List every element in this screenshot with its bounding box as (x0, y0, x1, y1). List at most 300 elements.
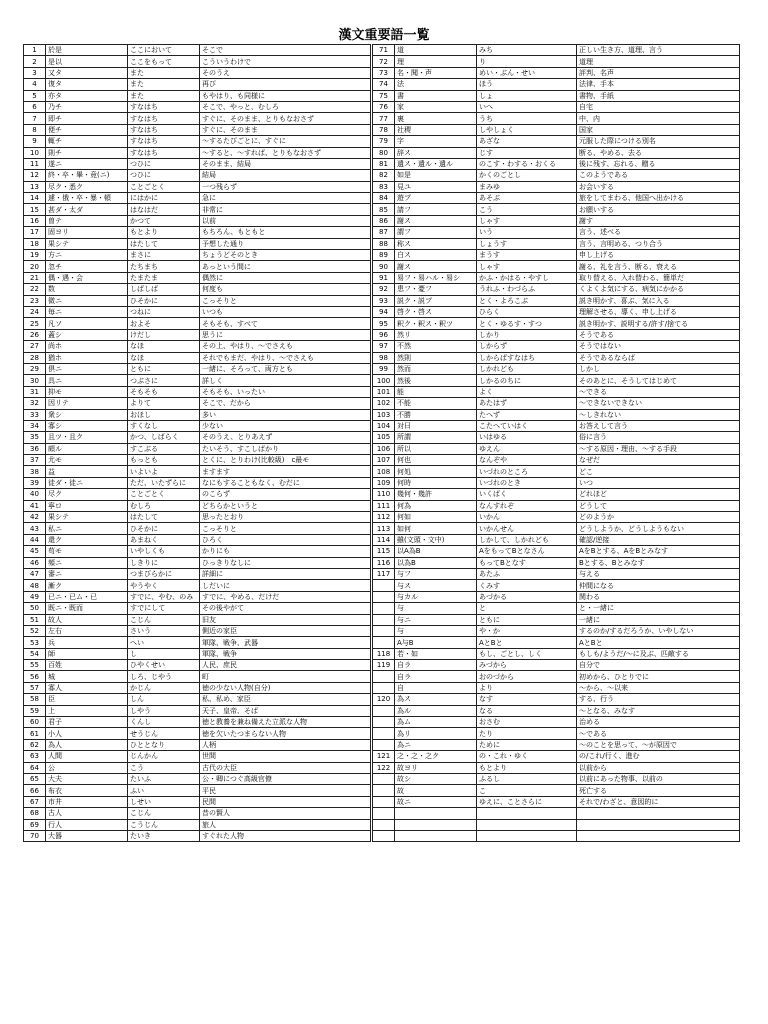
kanbun-word: 即チ (46, 113, 128, 124)
kanbun-word: 与 (395, 625, 477, 636)
reading: しかり (477, 329, 577, 340)
kanbun-word: 自ラ (395, 671, 477, 682)
kanbun-word: 毎ニ (46, 306, 128, 317)
meaning: 以前から (577, 762, 740, 773)
table-row (373, 136, 740, 147)
row-number: 112 (373, 512, 395, 523)
kanbun-word: 乃チ (46, 101, 128, 112)
kanbun-word (395, 819, 477, 830)
meaning: お会いする (577, 181, 740, 192)
row-number: 79 (373, 136, 395, 147)
reading: はたして (128, 512, 200, 523)
table-row (24, 227, 371, 238)
kanbun-word: 抑モ (46, 386, 128, 397)
table-row (24, 671, 371, 682)
row-number: 71 (373, 45, 395, 56)
table-row (24, 728, 371, 739)
reading: はたして (128, 238, 200, 249)
reading: こたへていはく (477, 420, 577, 431)
meaning: そのあとに、そうしてはじめて (577, 375, 740, 386)
reading: むしろ (128, 500, 200, 511)
meaning: ～となる、みなす (577, 705, 740, 716)
row-number: 22 (24, 284, 46, 295)
kanbun-word: 尚ホ (46, 341, 128, 352)
row-number: 76 (373, 101, 395, 112)
row-number: 48 (24, 580, 46, 591)
row-number: 39 (24, 477, 46, 488)
meaning: どこ (577, 466, 740, 477)
reading: かじん (128, 682, 200, 693)
kanbun-word: 布衣 (46, 785, 128, 796)
reading: こ (477, 785, 577, 796)
table-row (373, 591, 740, 602)
reading: ひやくせい (128, 660, 200, 671)
table-row (373, 580, 740, 591)
row-number: 14 (24, 193, 46, 204)
table-row (373, 614, 740, 625)
meaning: ～できる (577, 386, 740, 397)
row-number: 16 (24, 215, 46, 226)
meaning: 断る、やめる、去る (577, 147, 740, 158)
table-row (373, 250, 740, 261)
kanbun-word: 曽テ (46, 215, 128, 226)
kanbun-word: 故人 (46, 614, 128, 625)
reading: すなはち (128, 124, 200, 135)
row-number: 17 (24, 227, 46, 238)
kanbun-word: 何如 (395, 512, 477, 523)
kanbun-word: 与ス (395, 580, 477, 591)
reading: と (477, 603, 577, 614)
row-number: 47 (24, 568, 46, 579)
kanbun-word: 寧ロ (46, 500, 128, 511)
meaning: 詳細に (200, 568, 371, 579)
reading: まうす (477, 250, 577, 261)
row-number: 78 (373, 124, 395, 135)
reading: こうじん (128, 819, 200, 830)
reading: くみす (477, 580, 577, 591)
row-number: 52 (24, 625, 46, 636)
vocab-table-left (23, 44, 371, 842)
table-row (24, 637, 371, 648)
row-number (373, 705, 395, 716)
meaning: 言う、言明める、つり合う (577, 238, 740, 249)
meaning: 軍隊、戦争 (200, 648, 371, 659)
row-number: 105 (373, 432, 395, 443)
row-number: 56 (24, 671, 46, 682)
meaning: と・一緒に (577, 603, 740, 614)
meaning: そのうえ (200, 67, 371, 78)
kanbun-word: 裏 (395, 113, 477, 124)
kanbun-word: 釈ク・釈ス・釈ツ (395, 318, 477, 329)
table-row (373, 45, 740, 56)
row-number: 92 (373, 284, 395, 295)
reading: およそ (128, 318, 200, 329)
table-row (24, 147, 371, 158)
kanbun-word: 漸ク (46, 580, 128, 591)
kanbun-word: 於是 (46, 45, 128, 56)
reading: や・か (477, 625, 577, 636)
meaning: すでに、やめる、だけだ (200, 591, 371, 602)
kanbun-word: 臣 (46, 694, 128, 705)
meaning: その上、やはり、～でさえも (200, 341, 371, 352)
reading: ゆえに、ことさらに (477, 796, 577, 807)
kanbun-word: 亦タ (46, 90, 128, 101)
reading: さいう (128, 625, 200, 636)
meaning: 謝す (577, 215, 740, 226)
meaning: 確認/逆接 (577, 534, 740, 545)
reading: ともに (477, 614, 577, 625)
reading: たまたま (128, 272, 200, 283)
row-number: 84 (373, 193, 395, 204)
meaning: 偶然に (200, 272, 371, 283)
meaning: ひろく (200, 534, 371, 545)
kanbun-word: 為リ (395, 728, 477, 739)
table-row (373, 500, 740, 511)
table-row (24, 523, 371, 534)
meaning: 人柄 (200, 739, 371, 750)
reading: すなはち (128, 113, 200, 124)
reading: しからず (477, 341, 577, 352)
table-row (373, 625, 740, 636)
row-number (373, 614, 395, 625)
table-row (373, 284, 740, 295)
reading: たり (477, 728, 577, 739)
row-number: 20 (24, 261, 46, 272)
table-row (373, 466, 740, 477)
kanbun-word: 微ニ (46, 295, 128, 306)
meaning: こっそりと (200, 523, 371, 534)
table-row (24, 796, 371, 807)
table-row (24, 113, 371, 124)
table-row (373, 523, 740, 534)
table-row (373, 546, 740, 557)
meaning: いつ (577, 477, 740, 488)
meaning: 思ったとおり (200, 512, 371, 523)
table-row (24, 625, 371, 636)
row-number: 2 (24, 56, 46, 67)
reading: まみゆ (477, 181, 577, 192)
row-number: 95 (373, 318, 395, 329)
row-number: 106 (373, 443, 395, 454)
row-number: 23 (24, 295, 46, 306)
meaning: 急に (200, 193, 371, 204)
table-row (373, 261, 740, 272)
kanbun-word: 已ニ・已ム・已 (46, 591, 128, 602)
kanbun-word: 然後 (395, 375, 477, 386)
meaning: 徳と教養を兼ね備えた立派な人物 (200, 717, 371, 728)
table-row (24, 819, 371, 830)
kanbun-word: 因リテ (46, 398, 128, 409)
table-row (24, 557, 371, 568)
row-number (373, 819, 395, 830)
meaning: そうではない (577, 341, 740, 352)
kanbun-word: 還ク (46, 534, 128, 545)
table-row (24, 591, 371, 602)
meaning: 詳しく (200, 375, 371, 386)
kanbun-word: 雖(文頭・文中) (395, 534, 477, 545)
meaning: 以前にあった物事、以前の (577, 774, 740, 785)
row-number: 70 (24, 830, 46, 841)
table-row (373, 329, 740, 340)
row-number: 77 (373, 113, 395, 124)
reading: けだし (128, 329, 200, 340)
meaning: こっそりと (200, 295, 371, 306)
table-row (24, 318, 371, 329)
table-row (24, 830, 371, 841)
table-row (373, 398, 740, 409)
reading: じす (477, 147, 577, 158)
table-row (24, 762, 371, 773)
table-row (373, 147, 740, 158)
meaning: それでもまだ、やはり、～でさえも (200, 352, 371, 363)
meaning: 初めから、ひとりでに (577, 671, 740, 682)
meaning: そこで、やっと、むしろ (200, 101, 371, 112)
reading: ひそかに (128, 523, 200, 534)
meaning (577, 808, 740, 819)
reading: の・これ・ゆく (477, 751, 577, 762)
meaning: そこで、だから (200, 398, 371, 409)
row-number: 109 (373, 477, 395, 488)
reading: しょうす (477, 238, 577, 249)
meaning (577, 819, 740, 830)
kanbun-word: 且ツ・且ク (46, 432, 128, 443)
table-row (373, 409, 740, 420)
meaning: 少ない (200, 420, 371, 431)
kanbun-word (395, 830, 477, 841)
kanbun-word: 既ニ・既而 (46, 603, 128, 614)
meaning: 自分で (577, 660, 740, 671)
table-row (373, 56, 740, 67)
kanbun-word: 然リ (395, 329, 477, 340)
row-number: 110 (373, 489, 395, 500)
table-row (373, 295, 740, 306)
row-number: 7 (24, 113, 46, 124)
meaning: 一つ残らず (200, 181, 371, 192)
row-number: 97 (373, 341, 395, 352)
meaning: 法律、手本 (577, 79, 740, 90)
kanbun-word: 如何 (395, 523, 477, 534)
reading: まさに (128, 250, 200, 261)
table-row (24, 90, 371, 101)
table-row (24, 329, 371, 340)
kanbun-word: 何為 (395, 500, 477, 511)
meaning: そもそも、すべて (200, 318, 371, 329)
reading: すこぶる (128, 443, 200, 454)
row-number: 5 (24, 90, 46, 101)
row-number: 108 (373, 466, 395, 477)
row-number: 36 (24, 443, 46, 454)
meaning: 仲間になる (577, 580, 740, 591)
reading: すでに、やむ、のみ (128, 591, 200, 602)
table-row (373, 455, 740, 466)
row-number: 35 (24, 432, 46, 443)
reading: つひに (128, 170, 200, 181)
kanbun-word: 以A為B (395, 546, 477, 557)
row-number: 93 (373, 295, 395, 306)
reading: いへ (477, 101, 577, 112)
row-number: 113 (373, 523, 395, 534)
table-row (24, 79, 371, 90)
table-row (24, 534, 371, 545)
meaning: ～から、～以来 (577, 682, 740, 693)
table-row (24, 432, 371, 443)
kanbun-word: 終・卒・畢・竟(ニ) (46, 170, 128, 181)
kanbun-word: 何也 (395, 455, 477, 466)
meaning: ～である (577, 728, 740, 739)
meaning: 与える (577, 568, 740, 579)
row-number: 33 (24, 409, 46, 420)
row-number: 3 (24, 67, 46, 78)
reading: おのづから (477, 671, 577, 682)
kanbun-word: 市井 (46, 796, 128, 807)
reading: ひらく (477, 306, 577, 317)
reading: いやしくも (128, 546, 200, 557)
meaning: 非常に (200, 204, 371, 215)
row-number: 49 (24, 591, 46, 602)
meaning: 書物、手紙 (577, 90, 740, 101)
reading: めい・ぶん・せい (477, 67, 577, 78)
row-number: 87 (373, 227, 395, 238)
table-row (24, 466, 371, 477)
meaning: 旅をしてまわる、他国へ出かける (577, 193, 740, 204)
reading: しゃす (477, 261, 577, 272)
kanbun-word: 凡ソ (46, 318, 128, 329)
kanbun-word: 忽チ (46, 261, 128, 272)
table-row (24, 614, 371, 625)
kanbun-word: 苟モ (46, 546, 128, 557)
meaning: どうしようか、どうしようもない (577, 523, 740, 534)
row-number: 86 (373, 215, 395, 226)
kanbun-word: 寡シ (46, 420, 128, 431)
meaning: 道理 (577, 56, 740, 67)
reading: とく・ゆるす・すつ (477, 318, 577, 329)
reading: また (128, 90, 200, 101)
row-number: 25 (24, 318, 46, 329)
reading: かくのごとし (477, 170, 577, 181)
meaning: そうであるならば (577, 352, 740, 363)
table-row (24, 306, 371, 317)
table-row (24, 56, 371, 67)
table-row (24, 443, 371, 454)
row-number: 53 (24, 637, 46, 648)
kanbun-word: 公 (46, 762, 128, 773)
reading: いづれのとき (477, 477, 577, 488)
row-number (373, 671, 395, 682)
table-row (373, 717, 740, 728)
table-row (373, 306, 740, 317)
reading: あたはず (477, 398, 577, 409)
row-number: 50 (24, 603, 46, 614)
reading: へい (128, 637, 200, 648)
table-row (373, 113, 740, 124)
reading: みち (477, 45, 577, 56)
meaning: どうして (577, 500, 740, 511)
reading: なす (477, 694, 577, 705)
table-row (24, 238, 371, 249)
row-number: 45 (24, 546, 46, 557)
meaning: すぐに、そのまま、とりもなおさず (200, 113, 371, 124)
row-number: 30 (24, 375, 46, 386)
kanbun-word: 小人 (46, 728, 128, 739)
reading: やうやく (128, 580, 200, 591)
kanbun-word: 大夫 (46, 774, 128, 785)
reading: あそぶ (477, 193, 577, 204)
table-row (373, 694, 740, 705)
meaning: 何度も (200, 284, 371, 295)
row-number: 91 (373, 272, 395, 283)
row-number: 99 (373, 363, 395, 374)
meaning: お願いする (577, 204, 740, 215)
row-number (373, 591, 395, 602)
row-number: 74 (373, 79, 395, 90)
meaning: 私、私め、家臣 (200, 694, 371, 705)
kanbun-word: 謝ス (395, 215, 477, 226)
reading: しかるのちに (477, 375, 577, 386)
row-number: 46 (24, 557, 46, 568)
reading (477, 808, 577, 819)
kanbun-word: 故ヨリ (395, 762, 477, 773)
meaning: ますます (200, 466, 371, 477)
row-number: 21 (24, 272, 46, 283)
row-number: 65 (24, 774, 46, 785)
row-number: 42 (24, 512, 46, 523)
meaning: の/これ/行く、進む (577, 751, 740, 762)
kanbun-word: 能 (395, 386, 477, 397)
row-number: 26 (24, 329, 46, 340)
reading: こじん (128, 808, 200, 819)
reading: くんし (128, 717, 200, 728)
reading: とく・よろこぶ (477, 295, 577, 306)
reading: もとより (128, 227, 200, 238)
meaning: こういうわけで (200, 56, 371, 67)
table-row (373, 215, 740, 226)
reading: し (128, 648, 200, 659)
table-row (24, 808, 371, 819)
reading: なほ (128, 352, 200, 363)
reading: しやう (128, 705, 200, 716)
table-row (24, 45, 371, 56)
kanbun-word: 為ス (395, 694, 477, 705)
meaning: する、行う (577, 694, 740, 705)
table-row (24, 739, 371, 750)
reading: もし、ごとし、しく (477, 648, 577, 659)
table-row (24, 512, 371, 523)
kanbun-word: 理 (395, 56, 477, 67)
kanbun-word: 不勝 (395, 409, 477, 420)
row-number: 11 (24, 158, 46, 169)
table-row (24, 124, 371, 135)
meaning: 死亡する (577, 785, 740, 796)
kanbun-word: 為ニ (395, 739, 477, 750)
meaning: 正しい生き方、道理、言う (577, 45, 740, 56)
meaning: 国家 (577, 124, 740, 135)
reading: いよいよ (128, 466, 200, 477)
table-row (373, 386, 740, 397)
kanbun-word: 以為B (395, 557, 477, 568)
table-row (373, 671, 740, 682)
table-row (373, 227, 740, 238)
kanbun-word: 徒ダ・徒ニ (46, 477, 128, 488)
row-number: 75 (373, 90, 395, 101)
table-row (24, 136, 371, 147)
reading: こう (477, 204, 577, 215)
table-row (24, 580, 371, 591)
table-row (373, 375, 740, 386)
row-number: 54 (24, 648, 46, 659)
row-number: 107 (373, 455, 395, 466)
kanbun-word: 不然 (395, 341, 477, 352)
meaning: 再び (200, 79, 371, 90)
